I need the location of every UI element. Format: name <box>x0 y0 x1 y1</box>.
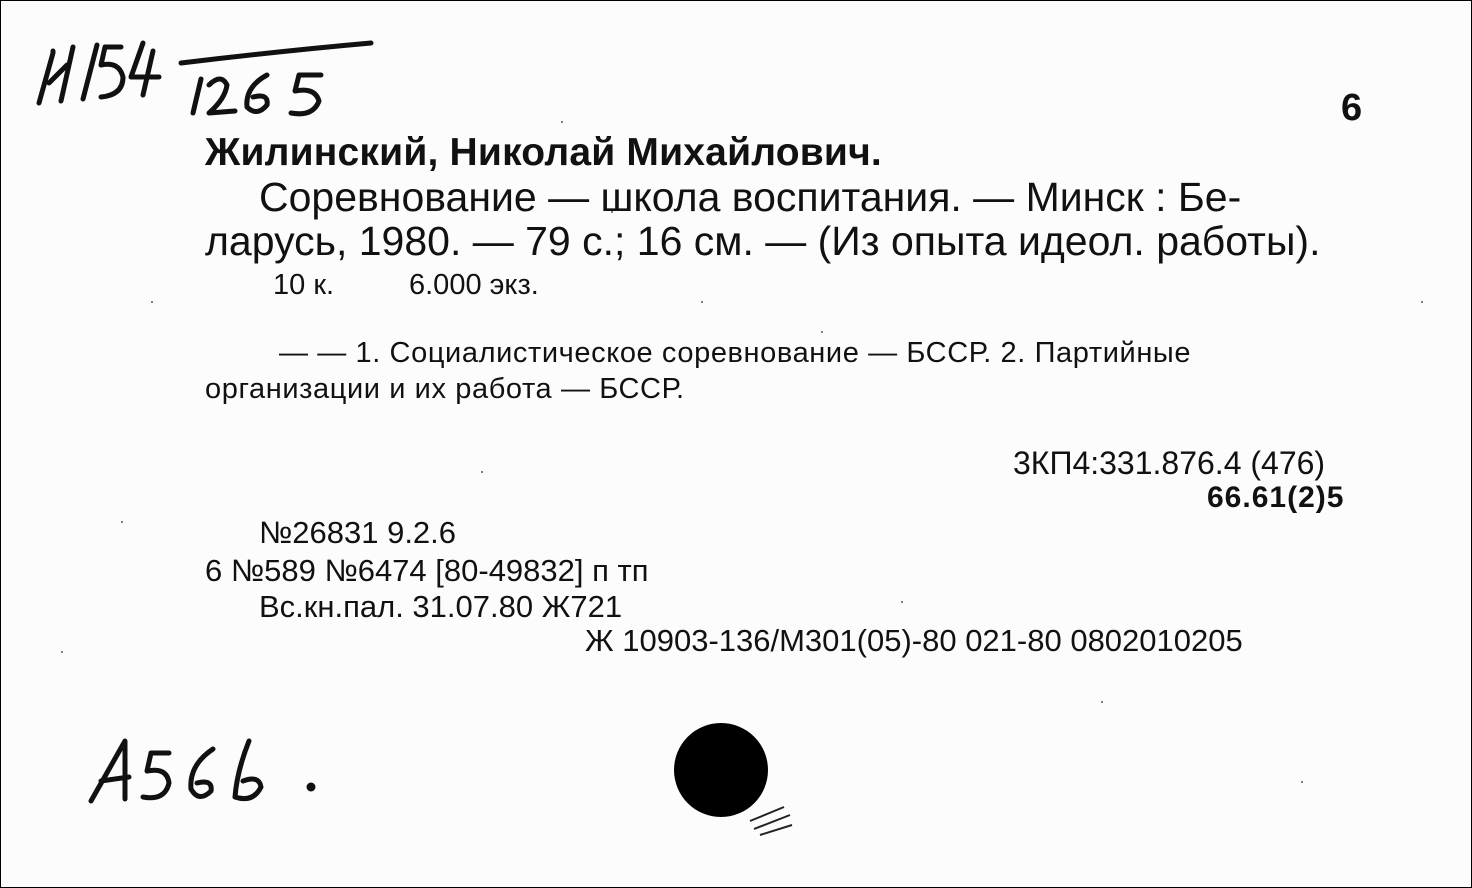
tech-line-4: Ж 10903-136/М301(05)-80 021-80 0802010205 <box>585 623 1243 658</box>
title-line-2: ларусь, 1980. — 79 с.; 16 см. — (Из опыта идеол. работы). <box>205 218 1321 264</box>
class-code-1: 3КП4:331.876.4 (476) <box>1013 445 1326 481</box>
tech-line-2: 6 №589 №6474 [80-49832] п тп <box>205 553 649 588</box>
subjects-line-2: организации и их работа — БССР. <box>205 373 685 405</box>
author-heading: Жилинский, Николай Михайлович. <box>205 131 882 174</box>
card-number: 6 <box>1341 87 1363 129</box>
tech-line-1: №26831 9.2.6 <box>259 515 457 550</box>
handwritten-inventory-number <box>85 731 325 811</box>
handwritten-bottom-text: А566. <box>85 731 88 732</box>
subjects-line-1: — — 1. Социалистическое соревнование — БССР. 2. Партийные <box>279 337 1192 369</box>
class-code-2: 66.61(2)5 <box>1207 481 1345 514</box>
print-run: 6.000 экз. <box>409 269 539 301</box>
handwritten-top-text: И154 1265 <box>31 21 36 22</box>
handwritten-call-number <box>31 21 381 121</box>
tech-line-3: Вс.кн.пал. 31.07.80 Ж721 <box>259 589 623 624</box>
hole-scratch-marks <box>746 801 806 851</box>
title-line-1: Соревнование — школа воспитания. — Минск : Бе- <box>259 174 1242 220</box>
price: 10 к. <box>273 269 335 301</box>
